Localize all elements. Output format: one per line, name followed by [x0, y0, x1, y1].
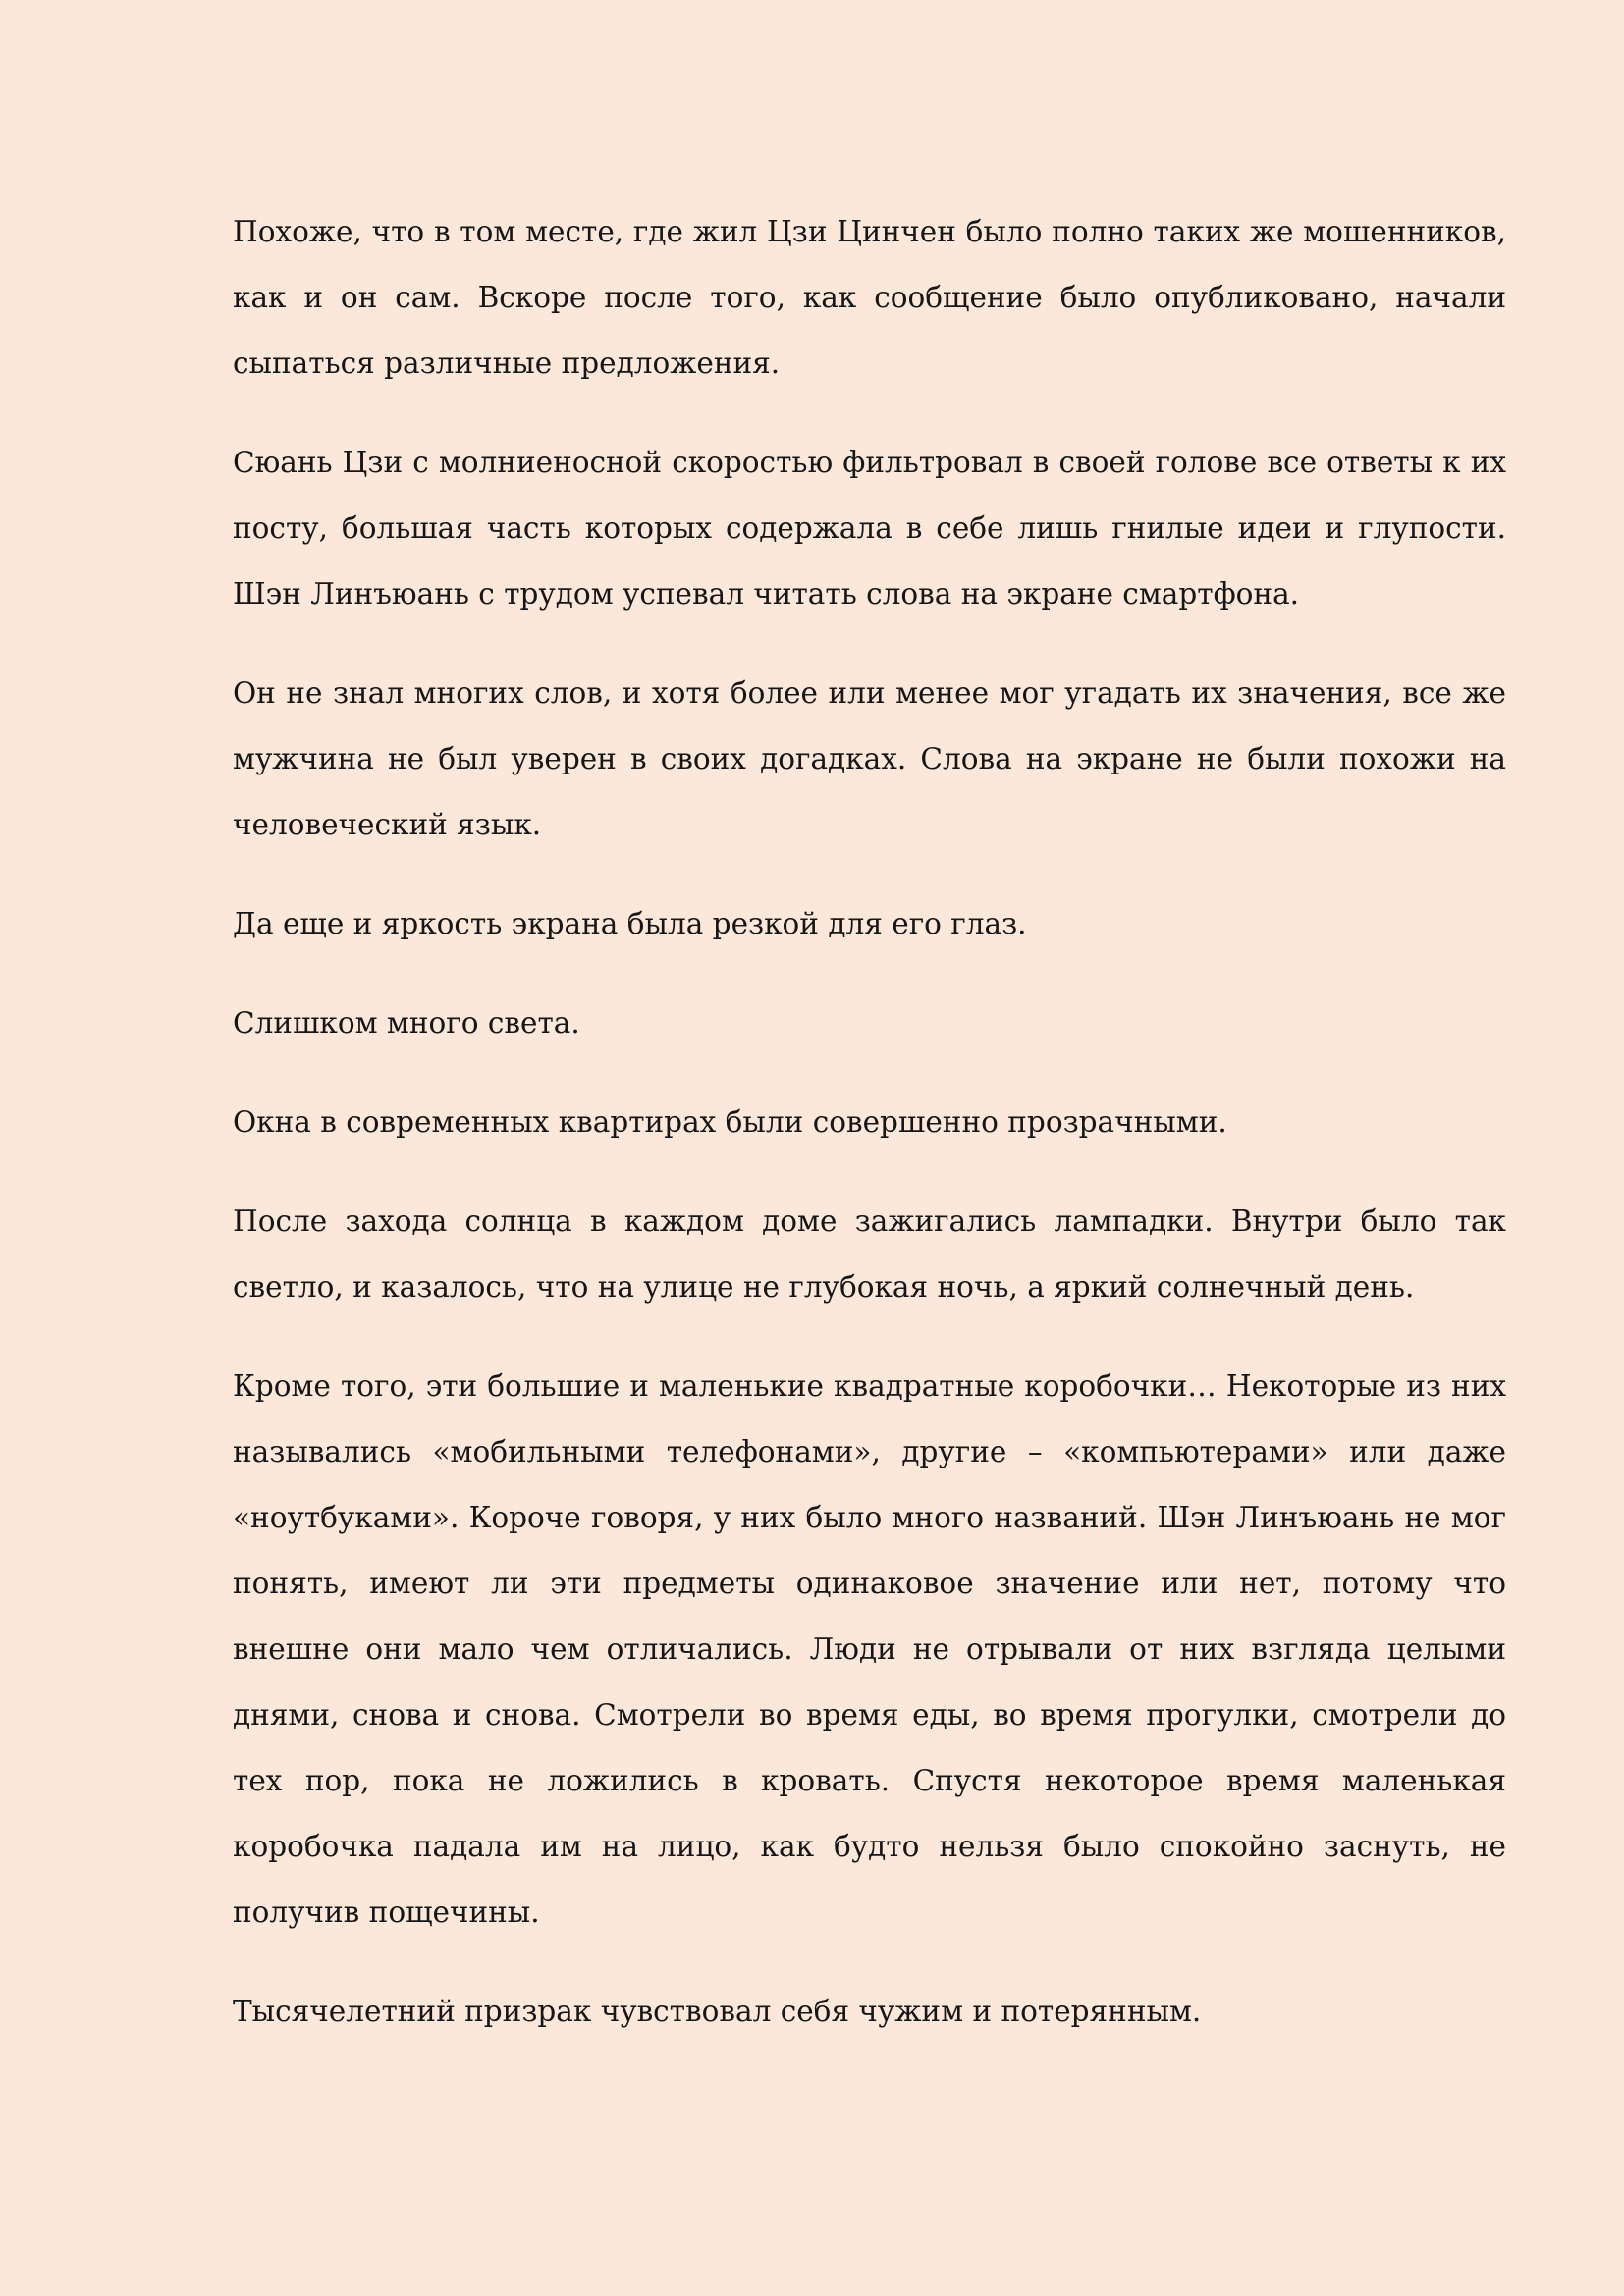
- paragraph-1: Похоже, что в том месте, где жил Цзи Цинчен было полно таких же мошенников, как и он сам. Вскоре после того, как сообщение было опубликовано, начали сыпаться различные предложения.: [233, 215, 1506, 380]
- paragraph-3: Он не знал многих слов, и хотя более или менее мог угадать их значения, все же мужчина не был уверен в своих догадках. Слова на экране не были похожи на человеческий язык.: [233, 676, 1506, 841]
- paragraph-7: После захода солнца в каждом доме зажигались лампадки. Внутри было так светло, и казалось, что на улице не глубокая ночь, а яркий солнечный день.: [233, 1204, 1506, 1304]
- paragraph-8: Кроме того, эти большие и маленькие квадратные коробочки… Некоторые из них назывались «мобильными телефонами», другие – «компьютерами» или даже «ноутбуками». Короче говоря, у них было много названий. Шэн Линъюань не мог понять, имеют ли эти предметы одинаковое значение или нет, потому что внешне они мало чем отличались. Люди не отрывали от них взгляда целыми днями, снова и снова. Смотрели во время еды, во время прогулки, смотрели до тех пор, пока не ложились в кровать. Спустя некоторое время маленькая коробочка падала им на лицо, как будто нельзя было спокойно заснуть, не получив пощечины.: [233, 1369, 1506, 1929]
- document-body: [233, 199, 1506, 2045]
- paragraph-4: Да еще и яркость экрана была резкой для его глаз.: [233, 907, 1027, 940]
- paragraph-9: Тысячелетний призрак чувствовал себя чужим и потерянным.: [233, 1995, 1202, 2028]
- paragraph-5: Слишком много света.: [233, 1006, 580, 1040]
- paragraph-6: Окна в современных квартирах были совершенно прозрачными.: [233, 1105, 1227, 1139]
- paragraph-2: Сюань Цзи с молниеносной скоростью фильтровал в своей голове все ответы к их посту, большая часть которых содержала в себе лишь гнилые идеи и глупости. Шэн Линъюань с трудом успевал читать слова на экране смартфона.: [233, 446, 1506, 611]
